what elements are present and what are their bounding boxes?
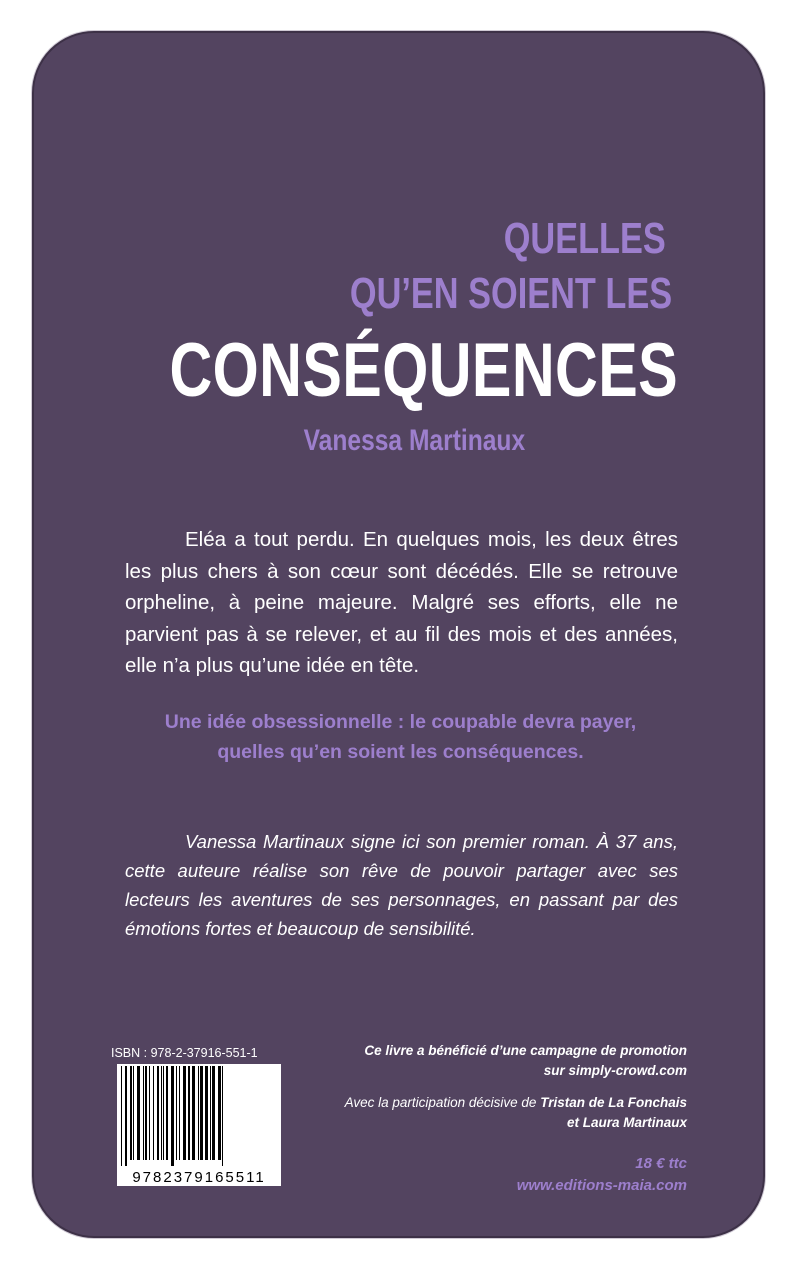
back-cover bbox=[32, 31, 765, 1238]
barcode-bar bbox=[222, 1066, 223, 1166]
barcode-bar bbox=[161, 1066, 162, 1160]
barcode-bar bbox=[153, 1066, 154, 1160]
barcode-bar bbox=[143, 1066, 144, 1160]
barcode-bar bbox=[163, 1066, 164, 1160]
barcode-image bbox=[117, 1064, 281, 1186]
barcode-bar bbox=[176, 1066, 177, 1160]
barcode-bar bbox=[125, 1066, 127, 1166]
barcode-bar bbox=[133, 1066, 134, 1160]
author-bio: Vanessa Martinaux signe ici son premier roman. À 37 ans, cette auteure réalise son rêve de pouvoir partager avec ses lecteurs les aventures de ses personnages, en passant par des émotions fortes et beaucoup de sensibilité. bbox=[125, 831, 678, 939]
isbn-label: ISBN : 978-2-37916-551-1 bbox=[111, 1046, 258, 1060]
title-line-2: QU’EN SOIENT LES bbox=[349, 269, 672, 318]
promo-line-1: Ce livre a bénéficié d’une campagne de promotion bbox=[364, 1043, 687, 1058]
barcode-bar bbox=[171, 1066, 174, 1166]
blurb-paragraph: Eléa a tout perdu. En quelques mois, les deux êtres les plus chers à son cœur sont décédés. Elle se retrouve orpheline, à peine majeure. Malgré ses efforts, elle ne parvient pas à se relever, et au fil des mois et des années, elle n’a plus qu’une idée en tête. bbox=[125, 528, 678, 677]
barcode-bar bbox=[188, 1066, 190, 1160]
barcode-bar bbox=[157, 1066, 159, 1160]
barcode-bar bbox=[192, 1066, 195, 1160]
barcode bbox=[117, 1064, 281, 1186]
barcode-bar bbox=[200, 1066, 203, 1160]
barcode-bar bbox=[149, 1066, 150, 1160]
barcode-bar bbox=[130, 1066, 132, 1160]
promo-line-2: sur simply-crowd.com bbox=[543, 1063, 687, 1078]
barcode-bar bbox=[218, 1066, 221, 1160]
tagline bbox=[94, 707, 707, 767]
barcode-bar bbox=[198, 1066, 199, 1160]
barcode-bar bbox=[145, 1066, 147, 1160]
publisher-website: www.editions-maia.com bbox=[516, 1177, 687, 1194]
tagline-line-1: Une idée obsessionnelle : le coupable devra payer, bbox=[164, 711, 637, 733]
credits-block bbox=[287, 1041, 687, 1197]
barcode-bar bbox=[183, 1066, 186, 1160]
isbn-block bbox=[109, 1046, 279, 1186]
participation-line bbox=[287, 1093, 687, 1133]
author-name: Vanessa Martinaux bbox=[303, 424, 525, 457]
participation-names-2: et Laura Martinaux bbox=[566, 1115, 687, 1130]
barcode-bar bbox=[205, 1066, 208, 1160]
tagline-line-2: quelles qu’en soient les conséquences. bbox=[217, 741, 584, 763]
title-line-3: CONSÉQUENCES bbox=[169, 328, 678, 413]
participation-prefix: Avec la participation décisive de bbox=[344, 1095, 541, 1110]
barcode-bar bbox=[166, 1066, 168, 1160]
barcode-bar bbox=[179, 1066, 180, 1160]
barcode-digits: 9782379165511 bbox=[132, 1169, 266, 1186]
barcode-bar bbox=[137, 1066, 140, 1160]
participation-names-1: Tristan de La Fonchais bbox=[540, 1095, 687, 1110]
barcode-bar bbox=[121, 1066, 122, 1166]
title-line-1: QUELLES bbox=[503, 214, 666, 263]
barcode-bar bbox=[212, 1066, 215, 1160]
price: 18 € ttc bbox=[635, 1155, 687, 1172]
barcode-bar bbox=[210, 1066, 211, 1160]
